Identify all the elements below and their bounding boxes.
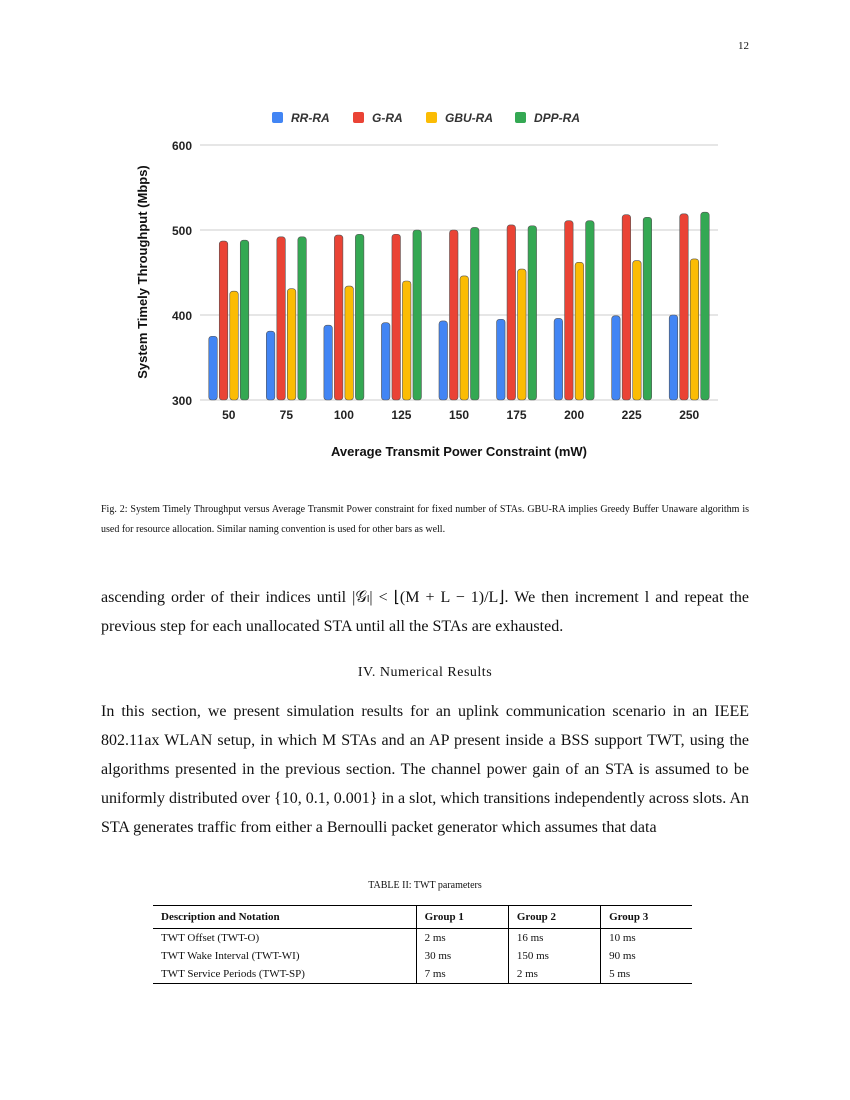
bar-dpp-ra [471,227,480,400]
bar-g-ra [392,234,401,400]
x-tick-label: 125 [391,408,412,422]
bar-gbu-ra [460,276,469,400]
x-tick-label: 200 [564,408,585,422]
bar-gbu-ra [345,286,354,400]
table-caption: TABLE II: TWT parameters [368,880,482,891]
x-tick-label: 75 [279,408,294,422]
bar-dpp-ra [586,221,595,400]
table-cell: 30 ms [416,947,508,965]
legend-label: DPP-RA [534,111,581,125]
legend-swatch [515,112,526,123]
y-tick-label: 400 [171,309,192,323]
table-cell: 5 ms [601,965,692,984]
legend-label: G-RA [372,111,403,125]
table-cell: 16 ms [508,929,600,948]
x-tick-label: 50 [222,408,236,422]
table-cell: TWT Wake Interval (TWT-WI) [161,950,300,962]
legend-label: GBU-RA [445,111,493,125]
x-tick-label: 150 [448,408,470,422]
bar-dpp-ra [413,230,422,400]
bar-rr-ra [554,318,563,400]
paragraph: In this section, we present simulation results for an uplink communication scenario in an IEEE 802.11ax WLAN setup, in which M STAs and an AP present inside a BSS support TWT, using the algorithms presented in the previous section. The channel power gain of an STA is assumed to be uniformly distributed over {10, 0.1, 0.001} in a slot, which transitions independently across slots. An STA generates traffic from either a Bernoulli packet generator which assumes that data [101,703,749,836]
bar-g-ra [334,235,343,400]
figure-caption: Fig. 2: System Timely Throughput versus Average Transmit Power constraint for fixed number of STAs. GBU-RA implies Greedy Buffer Unaware algorithm is used for resource allocation. Similar naming convention is used for other bars as well. [101,504,749,535]
bar-rr-ra [439,321,448,400]
bar-gbu-ra [633,261,642,400]
bar-dpp-ra [355,234,364,400]
bar-rr-ra [266,331,275,400]
bar-gbu-ra [690,259,699,400]
bar-rr-ra [324,325,333,400]
table-cell: 2 ms [508,965,600,984]
y-tick-label: 600 [171,139,192,153]
legend-swatch [272,112,283,123]
bar-g-ra [450,230,459,400]
bar-g-ra [622,215,631,400]
x-axis-label: Average Transmit Power Constraint (mW) [331,444,587,459]
table-cell: TWT Offset (TWT-O) [161,932,260,944]
section-title: IV. Numerical Results [357,665,493,680]
bar-gbu-ra [575,262,584,400]
bar-dpp-ra [643,217,652,400]
bar-dpp-ra [701,212,710,400]
table-cell: 90 ms [601,947,692,965]
table-cell: 10 ms [601,929,692,948]
bar-dpp-ra [240,240,249,400]
bar-chart [0,100,850,470]
col-header: Group 3 [601,906,692,929]
bar-gbu-ra [287,289,296,400]
col-header: Group 1 [416,906,508,929]
x-tick-label: 225 [621,408,642,422]
bar-g-ra [277,237,286,400]
bar-gbu-ra [402,281,411,400]
bar-rr-ra [497,319,506,400]
bar-rr-ra [612,316,621,400]
table-cell: TWT Service Periods (TWT-SP) [153,965,416,984]
table-row [153,965,692,984]
x-tick-label: 175 [506,408,527,422]
bar-g-ra [507,225,516,400]
bar-rr-ra [209,336,218,400]
col-header: Group 2 [508,906,600,929]
bar-g-ra [680,214,689,400]
table-cell: 2 ms [416,929,508,948]
bar-gbu-ra [518,269,527,400]
twt-table [153,905,692,984]
table-row [153,947,692,965]
legend-label: RR-RA [291,111,330,125]
bar-rr-ra [669,315,678,400]
table-cell: 150 ms [508,947,600,965]
bar-gbu-ra [230,291,239,400]
col-header: Description and Notation [153,906,416,929]
legend-swatch [426,112,437,123]
bar-g-ra [565,221,574,400]
legend-swatch [353,112,364,123]
page-number: 12 [738,40,749,52]
table-row [153,929,692,948]
y-tick-label: 300 [171,394,192,408]
table-cell: 7 ms [416,965,508,984]
x-tick-label: 100 [333,408,354,422]
y-tick-label: 500 [171,224,192,238]
y-axis-label: System Timely Throughput (Mbps) [135,165,150,379]
x-tick-label: 250 [679,408,700,422]
bar-rr-ra [381,323,390,400]
bar-g-ra [219,241,228,400]
bar-dpp-ra [528,226,537,400]
bar-dpp-ra [298,237,307,400]
paragraph: ascending order of their indices until |𝒢ₗ| < ⌊(M + L − 1)/L⌋. We then increment l and repeat the previous step for each unallocated STA until all the STAs are exhausted. [101,589,749,635]
